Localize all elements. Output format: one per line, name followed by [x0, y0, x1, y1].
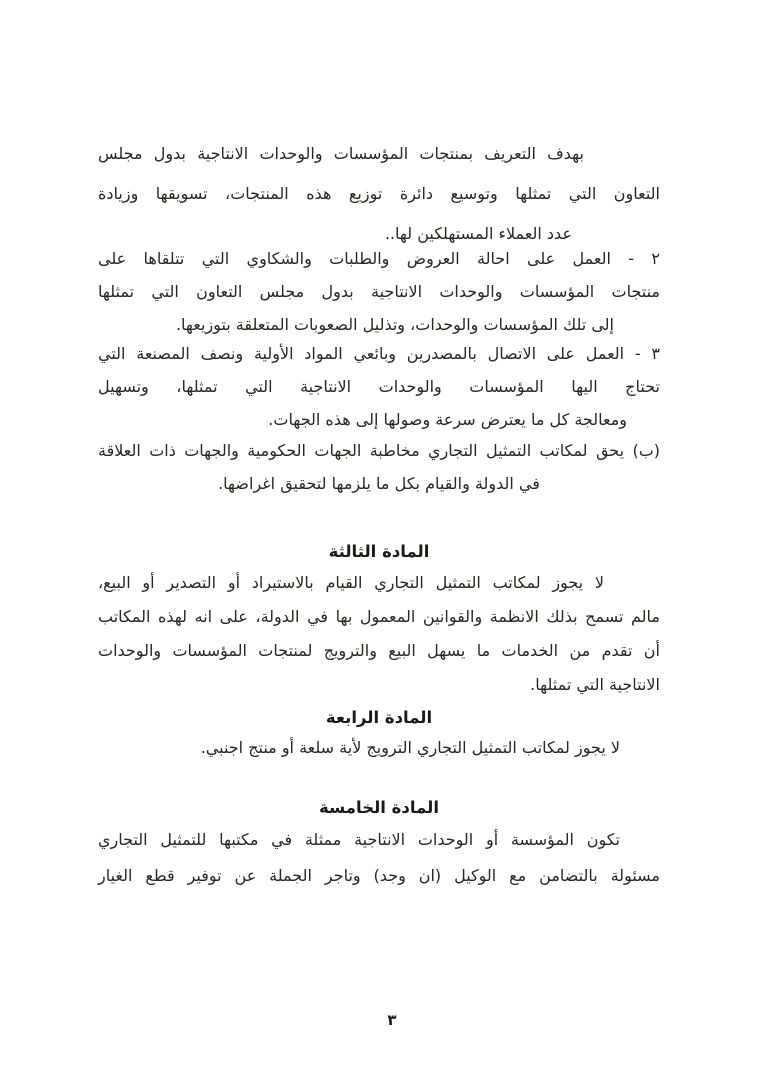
article-4-heading: المادة الرابعة: [325, 708, 433, 727]
list-item-2: [98, 242, 660, 341]
text-line: لا يجوز لمكاتب التمثيل التجاري الترويج لأية سلعة أو منتج اجنبي.: [200, 738, 620, 757]
text-line: (ب) يحق لمكاتب التمثيل التجاري مخاطبة الجهات الحكومية والجهات ذات العلاقة: [98, 441, 660, 460]
list-item-3: [98, 337, 660, 436]
text-line: تحتاج اليها المؤسسات والوحدات الانتاجية التي تمثلها، وتسهيل: [98, 377, 660, 396]
text-line: في الدولة والقيام بكل ما يلزمها لتحقيق اغراضها.: [218, 474, 540, 493]
text-line: مسئولة بالتضامن مع الوكيل (ان وجد) وتاجر الجملة عن توفير قطع الغيار: [98, 866, 660, 885]
text-line: ٣ - العمل على الاتصال بالمصدرين وبائعي المواد الأولية ونصف المصنعة التي: [98, 344, 660, 363]
text-line: عدد العملاء المستهلكين لها..: [384, 224, 572, 243]
page-number-value: ٣: [387, 1011, 397, 1029]
article-5-heading: المادة الخامسة: [318, 798, 439, 817]
text-line: لا يجوز لمكاتب التمثيل التجاري القيام بالاستيراد أو التصدير أو البيع،: [98, 573, 604, 592]
article-4-body: [98, 731, 660, 765]
article-5-body: [98, 822, 660, 894]
text-line: أن تقدم من الخدمات ما يسهل البيع والترويج لمنتجات المؤسسات والوحدات: [98, 641, 660, 660]
continuation-paragraph: [98, 134, 660, 254]
clause-b: [98, 434, 660, 500]
article-3-body: [98, 566, 660, 702]
article-3-heading: المادة الثالثة: [328, 542, 430, 561]
text-line: ومعالجة كل ما يعترض سرعة وصولها إلى هذه الجهات.: [268, 410, 627, 429]
page-number: [0, 1006, 758, 1034]
text-line: تكون المؤسسة أو الوحدات الانتاجية ممثلة في مكتبها للتمثيل التجاري: [98, 830, 620, 849]
text-line: التعاون التي تمثلها وتوسيع دائرة توزيع هذه المنتجات، تسويقها وزيادة: [98, 184, 660, 203]
text-line: مالم تسمح بذلك الانظمة والقوانين المعمول بها في الدولة، على انه لهذه المكاتب: [98, 607, 660, 626]
text-line: بهدف التعريف بمنتجات المؤسسات والوحدات الانتاجية بدول مجلس: [98, 144, 584, 163]
text-line: إلى تلك المؤسسات والوحدات، وتذليل الصعوبات المتعلقة بتوزيعها.: [175, 315, 614, 334]
text-line: منتجات المؤسسات والوحدات الانتاجية بدول مجلس التعاون التي تمثلها: [98, 282, 660, 301]
text-line: ٢ - العمل على احالة العروض والطلبات والشكاوي التي تتلقاها على: [98, 249, 660, 268]
text-line: الانتاجية التي تمثلها.: [530, 675, 660, 694]
